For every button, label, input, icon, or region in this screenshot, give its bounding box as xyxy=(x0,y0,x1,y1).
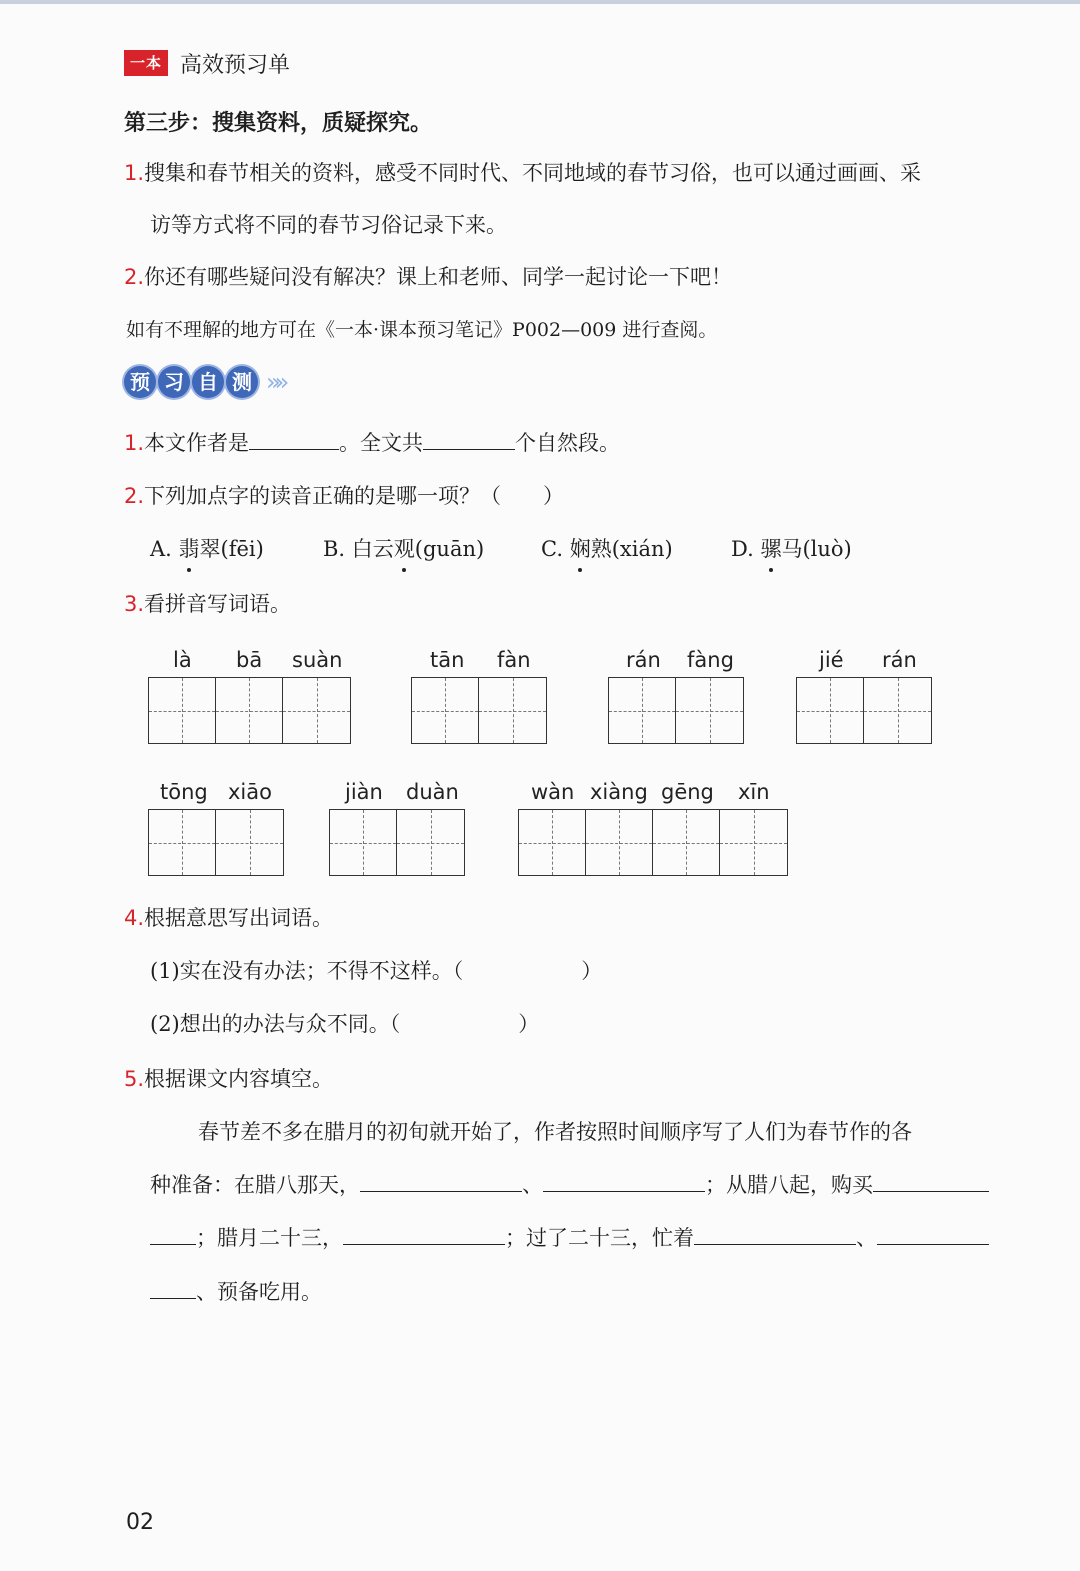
pinyin-label: tōng xyxy=(160,780,208,804)
pinyin-label: suàn xyxy=(292,648,343,672)
writing-grid[interactable] xyxy=(518,809,788,876)
pinyin-label: jié xyxy=(819,648,844,672)
q2-option-b[interactable]: B. 白云观(guān) xyxy=(323,534,484,564)
fill-blank[interactable] xyxy=(543,1171,705,1192)
author-blank[interactable] xyxy=(249,429,339,450)
page-number: 02 xyxy=(126,1510,154,1535)
pinyin-label: xiàng xyxy=(590,780,648,804)
question-2: 2.下列加点字的读音正确的是哪一项？（ ） xyxy=(124,484,565,508)
q2-option-a[interactable]: A. 翡翠(fēi) xyxy=(150,534,264,564)
pinyin-label: rán xyxy=(882,648,917,672)
badge-char: 测 xyxy=(226,366,258,398)
pinyin-label: là xyxy=(173,648,192,672)
pinyin-label: gēng xyxy=(661,780,714,804)
fill-blank[interactable] xyxy=(150,1278,196,1299)
writing-grid[interactable] xyxy=(796,677,932,744)
badge-char: 习 xyxy=(158,366,190,398)
pinyin-label: rán xyxy=(626,648,661,672)
writing-grid[interactable] xyxy=(148,809,284,876)
fill-blank[interactable] xyxy=(343,1224,505,1245)
reference-note: 如有不理解的地方可在《一本·课本预习笔记》P002—009 进行查阅。 xyxy=(126,319,718,341)
q4-item-1: (1)实在没有办法；不得不这样。（ ） xyxy=(150,959,603,983)
q5-paragraph: 春节差不多在腊月的初旬就开始了，作者按照时间顺序写了人们为春节作的各 xyxy=(198,1120,912,1144)
question-5: 5.根据课文内容填空。 xyxy=(124,1067,334,1091)
q2-option-d[interactable]: D. 骡马(luò) xyxy=(731,534,852,564)
fill-blank[interactable] xyxy=(360,1171,522,1192)
writing-grid[interactable] xyxy=(608,677,744,744)
pinyin-label: xīn xyxy=(738,780,770,804)
pinyin-label: xiāo xyxy=(228,780,272,804)
q4-item-2: (2)想出的办法与众不同。（ ） xyxy=(150,1012,540,1036)
pinyin-label: bā xyxy=(236,648,263,672)
writing-grid[interactable] xyxy=(411,677,547,744)
question-1: 1.本文作者是 。全文共 个自然段。 xyxy=(124,431,621,455)
badge-char: 预 xyxy=(124,366,156,398)
double-chevron-icon: »» xyxy=(266,368,284,396)
question-4: 4.根据意思写出词语。 xyxy=(124,906,334,930)
page-top-edge xyxy=(0,0,1080,4)
q5-line-2: 种准备：在腊八那天， 、 ；从腊八起，购买 xyxy=(150,1170,989,1200)
pinyin-label: fàng xyxy=(687,648,734,672)
fill-blank[interactable] xyxy=(877,1224,989,1245)
self-test-badge xyxy=(124,366,283,398)
pinyin-label: jiàn xyxy=(345,780,383,804)
q5-line-3: ；腊月二十三， ；过了二十三，忙着 、 xyxy=(150,1223,989,1253)
step3-item-2: 2.你还有哪些疑问没有解决？课上和老师、同学一起讨论一下吧！ xyxy=(124,265,733,289)
q2-option-c[interactable]: C. 娴熟(xián) xyxy=(541,534,673,564)
q5-line-4: 、预备吃用。 xyxy=(150,1277,322,1307)
badge-char: 自 xyxy=(192,366,224,398)
writing-grid[interactable] xyxy=(329,809,465,876)
step3-title: 第三步：搜集资料，质疑探究。 xyxy=(124,111,433,136)
step3-item-1-cont: 访等方式将不同的春节习俗记录下来。 xyxy=(150,213,507,237)
writing-grid[interactable] xyxy=(148,677,351,744)
pinyin-label: duàn xyxy=(406,780,459,804)
step3-item-1: 1.搜集和春节相关的资料，感受不同时代、不同地域的春节习俗，也可以通过画画、采 xyxy=(124,161,922,185)
paragraph-count-blank[interactable] xyxy=(423,429,515,450)
fill-blank[interactable] xyxy=(694,1224,856,1245)
pinyin-label: tān xyxy=(430,648,465,672)
pinyin-label: wàn xyxy=(531,780,575,804)
pinyin-label: fàn xyxy=(497,648,531,672)
header-title: 高效预习单 xyxy=(180,53,291,78)
question-3: 3.看拼音写词语。 xyxy=(124,592,292,616)
brand-logo: 一本 xyxy=(124,50,168,76)
fill-blank[interactable] xyxy=(150,1224,196,1245)
fill-blank[interactable] xyxy=(873,1171,989,1192)
